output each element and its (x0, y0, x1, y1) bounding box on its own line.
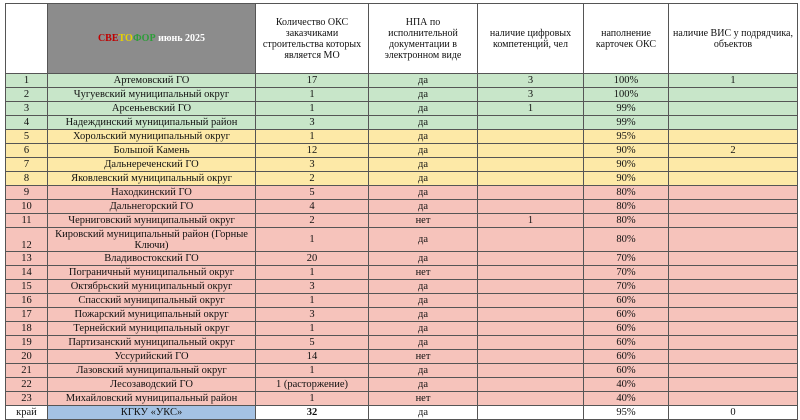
row-digital (478, 280, 584, 294)
row-cards-fill: 95% (584, 130, 669, 144)
row-municipality: Лесозаводский ГО (48, 378, 256, 392)
table-row (6, 294, 798, 308)
row-cards-fill: 99% (584, 116, 669, 130)
header-row (6, 4, 798, 74)
row-digital (478, 266, 584, 280)
row-cards-fill: 40% (584, 378, 669, 392)
row-oks-count: 2 (256, 172, 369, 186)
row-municipality: Находкинский ГО (48, 186, 256, 200)
row-npa: да (369, 294, 478, 308)
row-npa: да (369, 280, 478, 294)
table-row (6, 266, 798, 280)
row-npa: да (369, 144, 478, 158)
row-oks-count: 3 (256, 280, 369, 294)
row-number: 11 (6, 214, 48, 228)
row-digital (478, 172, 584, 186)
row-municipality: Пожарский муниципальный округ (48, 308, 256, 322)
row-municipality: Артемовский ГО (48, 74, 256, 88)
row-npa: да (369, 308, 478, 322)
table-row (6, 172, 798, 186)
header-digital-competence: наличие цифровых компетенций, чел (478, 4, 584, 74)
table-row (6, 200, 798, 214)
table-row (6, 364, 798, 378)
row-municipality: Надеждинский муниципальный район (48, 116, 256, 130)
row-npa: да (369, 378, 478, 392)
row-municipality: Чугуевский муниципальный округ (48, 88, 256, 102)
table-row (6, 116, 798, 130)
header-oks-count: Количество ОКС заказчиками строительства которых является МО (256, 4, 369, 74)
row-cards-fill: 60% (584, 336, 669, 350)
row-vis (669, 350, 798, 364)
row-oks-count: 5 (256, 336, 369, 350)
krai-vis: 0 (669, 406, 798, 420)
table-row (6, 102, 798, 116)
row-cards-fill: 60% (584, 364, 669, 378)
row-cards-fill: 90% (584, 158, 669, 172)
row-municipality: Кировский муниципальный район (Горные Ключи) (48, 228, 256, 252)
row-cards-fill: 90% (584, 172, 669, 186)
krai-label: край (6, 406, 48, 420)
row-municipality: Спасский муниципальный округ (48, 294, 256, 308)
row-number: 10 (6, 200, 48, 214)
row-vis (669, 280, 798, 294)
row-oks-count: 3 (256, 116, 369, 130)
row-number: 20 (6, 350, 48, 364)
table-row (6, 378, 798, 392)
row-vis (669, 336, 798, 350)
row-digital (478, 228, 584, 252)
row-npa: нет (369, 266, 478, 280)
row-vis (669, 214, 798, 228)
row-digital (478, 116, 584, 130)
row-vis (669, 364, 798, 378)
row-number: 16 (6, 294, 48, 308)
row-digital (478, 144, 584, 158)
row-number: 3 (6, 102, 48, 116)
row-npa: да (369, 74, 478, 88)
row-oks-count: 1 (256, 266, 369, 280)
row-digital (478, 294, 584, 308)
row-municipality: Партизанский муниципальный округ (48, 336, 256, 350)
row-npa: да (369, 172, 478, 186)
row-digital (478, 186, 584, 200)
table-row (6, 322, 798, 336)
row-number: 22 (6, 378, 48, 392)
row-cards-fill: 80% (584, 200, 669, 214)
row-cards-fill: 60% (584, 350, 669, 364)
row-municipality: Октябрьский муниципальный округ (48, 280, 256, 294)
table-title (48, 4, 256, 74)
row-digital: 1 (478, 102, 584, 116)
table-body (6, 74, 798, 406)
row-municipality: Черниговский муниципальный округ (48, 214, 256, 228)
row-number: 8 (6, 172, 48, 186)
row-digital (478, 350, 584, 364)
krai-digital (478, 406, 584, 420)
row-oks-count: 1 (256, 294, 369, 308)
row-oks-count: 12 (256, 144, 369, 158)
row-oks-count: 3 (256, 308, 369, 322)
row-number: 9 (6, 186, 48, 200)
row-npa: нет (369, 392, 478, 406)
row-digital: 3 (478, 88, 584, 102)
row-cards-fill: 100% (584, 88, 669, 102)
row-vis (669, 266, 798, 280)
table-row (6, 280, 798, 294)
table-row (6, 74, 798, 88)
row-digital (478, 364, 584, 378)
row-npa: да (369, 228, 478, 252)
row-digital (478, 378, 584, 392)
row-oks-count: 2 (256, 214, 369, 228)
brand-part-1: СВЕ (97, 33, 119, 44)
row-oks-count: 1 (256, 88, 369, 102)
row-vis (669, 308, 798, 322)
row-vis: 2 (669, 144, 798, 158)
row-oks-count: 1 (расторжение) (256, 378, 369, 392)
row-npa: да (369, 186, 478, 200)
row-npa: да (369, 322, 478, 336)
row-npa: да (369, 158, 478, 172)
krai-name: КГКУ «УКС» (48, 406, 256, 420)
row-oks-count: 14 (256, 350, 369, 364)
row-digital (478, 336, 584, 350)
row-cards-fill: 60% (584, 308, 669, 322)
table-row (6, 130, 798, 144)
row-oks-count: 5 (256, 186, 369, 200)
row-oks-count: 20 (256, 252, 369, 266)
row-npa: да (369, 88, 478, 102)
row-cards-fill: 60% (584, 294, 669, 308)
svetofor-table (5, 3, 798, 420)
row-number: 4 (6, 116, 48, 130)
row-digital (478, 392, 584, 406)
brand-part-2: ТО (118, 33, 133, 44)
row-oks-count: 1 (256, 228, 369, 252)
table-row (6, 88, 798, 102)
row-number: 21 (6, 364, 48, 378)
row-number: 7 (6, 158, 48, 172)
row-digital (478, 252, 584, 266)
row-vis (669, 392, 798, 406)
row-municipality: Тернейский муниципальный округ (48, 322, 256, 336)
row-vis (669, 252, 798, 266)
row-municipality: Большой Камень (48, 144, 256, 158)
krai-cards: 95% (584, 406, 669, 420)
row-npa: да (369, 102, 478, 116)
row-vis (669, 88, 798, 102)
row-cards-fill: 90% (584, 144, 669, 158)
row-municipality: Дальнереченский ГО (48, 158, 256, 172)
row-npa: нет (369, 350, 478, 364)
row-vis: 1 (669, 74, 798, 88)
table-row (6, 228, 798, 252)
row-municipality: Уссурийский ГО (48, 350, 256, 364)
row-number: 1 (6, 74, 48, 88)
row-npa: да (369, 252, 478, 266)
row-number: 23 (6, 392, 48, 406)
row-number: 2 (6, 88, 48, 102)
row-municipality: Пограничный муниципальный округ (48, 266, 256, 280)
krai-oks: 32 (256, 406, 369, 420)
row-vis (669, 378, 798, 392)
table-row (6, 308, 798, 322)
row-npa: нет (369, 214, 478, 228)
row-npa: да (369, 200, 478, 214)
header-vis: наличие ВИС у подрядчика, объектов (669, 4, 798, 74)
row-digital (478, 308, 584, 322)
table-row (6, 392, 798, 406)
header-npa: НПА по исполнительной документации в электронном виде (369, 4, 478, 74)
row-digital (478, 322, 584, 336)
row-oks-count: 17 (256, 74, 369, 88)
table-row (6, 336, 798, 350)
row-vis (669, 116, 798, 130)
row-oks-count: 1 (256, 322, 369, 336)
row-digital (478, 200, 584, 214)
table-period: июнь 2025 (155, 33, 206, 44)
row-number: 19 (6, 336, 48, 350)
header-cards-fill: наполнение карточек ОКС (584, 4, 669, 74)
row-oks-count: 1 (256, 130, 369, 144)
row-cards-fill: 80% (584, 214, 669, 228)
row-number: 14 (6, 266, 48, 280)
row-oks-count: 1 (256, 364, 369, 378)
row-oks-count: 4 (256, 200, 369, 214)
row-municipality: Владивостокский ГО (48, 252, 256, 266)
krai-row (6, 406, 798, 420)
table-row (6, 144, 798, 158)
row-vis (669, 322, 798, 336)
row-npa: да (369, 130, 478, 144)
row-cards-fill: 99% (584, 102, 669, 116)
row-municipality: Лазовский муниципальный округ (48, 364, 256, 378)
row-oks-count: 1 (256, 392, 369, 406)
brand-part-3: ФОР (132, 33, 156, 44)
row-municipality: Яковлевский муниципальный округ (48, 172, 256, 186)
row-digital: 3 (478, 74, 584, 88)
table-row (6, 350, 798, 364)
row-cards-fill: 80% (584, 186, 669, 200)
row-municipality: Михайловский муниципальный район (48, 392, 256, 406)
krai-npa: да (369, 406, 478, 420)
table-row (6, 214, 798, 228)
row-cards-fill: 70% (584, 252, 669, 266)
row-number: 5 (6, 130, 48, 144)
row-vis (669, 294, 798, 308)
row-digital (478, 158, 584, 172)
row-number: 15 (6, 280, 48, 294)
row-npa: да (369, 364, 478, 378)
table-row (6, 158, 798, 172)
row-npa: да (369, 116, 478, 130)
table-row (6, 252, 798, 266)
row-cards-fill: 100% (584, 74, 669, 88)
row-number: 13 (6, 252, 48, 266)
row-number: 12 (6, 228, 48, 252)
row-vis (669, 172, 798, 186)
row-vis (669, 130, 798, 144)
row-cards-fill: 70% (584, 280, 669, 294)
row-vis (669, 200, 798, 214)
row-npa: да (369, 336, 478, 350)
row-oks-count: 1 (256, 102, 369, 116)
row-municipality: Арсеньевский ГО (48, 102, 256, 116)
row-vis (669, 228, 798, 252)
row-cards-fill: 80% (584, 228, 669, 252)
row-vis (669, 158, 798, 172)
header-number-cell (6, 4, 48, 74)
row-vis (669, 186, 798, 200)
row-cards-fill: 60% (584, 322, 669, 336)
row-cards-fill: 40% (584, 392, 669, 406)
row-number: 17 (6, 308, 48, 322)
row-digital (478, 130, 584, 144)
table-row (6, 186, 798, 200)
row-number: 6 (6, 144, 48, 158)
row-oks-count: 3 (256, 158, 369, 172)
row-vis (669, 102, 798, 116)
row-municipality: Хорольский муниципальный округ (48, 130, 256, 144)
row-number: 18 (6, 322, 48, 336)
row-municipality: Дальнегорский ГО (48, 200, 256, 214)
row-digital: 1 (478, 214, 584, 228)
row-cards-fill: 70% (584, 266, 669, 280)
